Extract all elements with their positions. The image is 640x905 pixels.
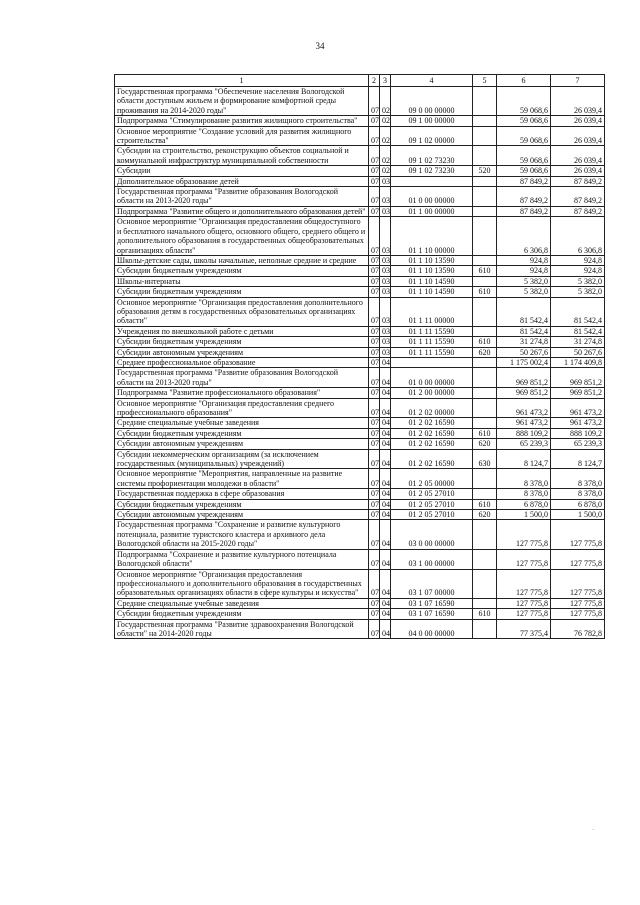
amount-year-1-cell: 50 267,6 bbox=[497, 347, 551, 357]
expense-type-code-cell bbox=[473, 569, 497, 598]
expense-type-code-cell bbox=[473, 598, 497, 608]
target-item-code-cell: 01 1 11 15590 bbox=[391, 337, 473, 347]
amount-year-1-cell: 8 124,7 bbox=[497, 449, 551, 469]
target-item-code-cell: 01 1 10 14590 bbox=[391, 276, 473, 286]
target-item-code-cell: 09 1 00 00000 bbox=[391, 116, 473, 126]
subsection-code-cell: 03 bbox=[380, 266, 391, 276]
row-name-cell: Подпрограмма "Стимулирование развития жилищного строительства" bbox=[115, 116, 369, 126]
target-item-code-cell: 01 1 00 00000 bbox=[391, 206, 473, 216]
amount-year-1-cell: 961 473,2 bbox=[497, 418, 551, 428]
table-row bbox=[115, 520, 605, 549]
expense-type-code-cell bbox=[473, 388, 497, 398]
subsection-code-cell: 03 bbox=[380, 297, 391, 326]
section-code-cell: 07 bbox=[369, 146, 380, 166]
subsection-code-cell: 04 bbox=[380, 388, 391, 398]
target-item-code-cell: 01 2 00 00000 bbox=[391, 388, 473, 398]
subsection-code-cell: 03 bbox=[380, 326, 391, 336]
amount-year-2-cell: 8 378,0 bbox=[551, 469, 605, 489]
expense-type-code-cell: 610 bbox=[473, 287, 497, 297]
expense-type-code-cell: 620 bbox=[473, 439, 497, 449]
section-code-cell: 07 bbox=[369, 126, 380, 146]
table-row bbox=[115, 398, 605, 418]
amount-year-2-cell: 26 039,4 bbox=[551, 126, 605, 146]
subsection-code-cell: 04 bbox=[380, 569, 391, 598]
row-name-cell: Основное мероприятие "Организация предоставления дополнительного образования детям в государственных образовательных организациях области" bbox=[115, 297, 369, 326]
section-code-cell: 07 bbox=[369, 187, 380, 207]
amount-year-2-cell: 31 274,8 bbox=[551, 337, 605, 347]
amount-year-1-cell: 5 382,0 bbox=[497, 276, 551, 286]
column-header: 6 bbox=[497, 75, 551, 87]
target-item-code-cell: 09 1 02 73230 bbox=[391, 146, 473, 166]
expense-type-code-cell bbox=[473, 489, 497, 499]
section-code-cell: 07 bbox=[369, 368, 380, 388]
target-item-code-cell: 03 0 00 00000 bbox=[391, 520, 473, 549]
expense-type-code-cell bbox=[473, 357, 497, 367]
section-code-cell: 07 bbox=[369, 326, 380, 336]
amount-year-1-cell: 59 068,6 bbox=[497, 116, 551, 126]
expense-type-code-cell: 610 bbox=[473, 337, 497, 347]
target-item-code-cell: 01 1 10 13590 bbox=[391, 266, 473, 276]
table-row bbox=[115, 166, 605, 176]
target-item-code-cell: 01 2 05 27010 bbox=[391, 510, 473, 520]
amount-year-1-cell: 81 542,4 bbox=[497, 297, 551, 326]
table-row bbox=[115, 619, 605, 639]
row-name-cell: Подпрограмма "Развитие профессионального образования" bbox=[115, 388, 369, 398]
table-row bbox=[115, 609, 605, 619]
amount-year-2-cell: 87 849,2 bbox=[551, 187, 605, 207]
subsection-code-cell: 03 bbox=[380, 206, 391, 216]
expense-type-code-cell: 610 bbox=[473, 266, 497, 276]
section-code-cell: 07 bbox=[369, 489, 380, 499]
amount-year-2-cell: 65 239,3 bbox=[551, 439, 605, 449]
subsection-code-cell: 04 bbox=[380, 499, 391, 509]
subsection-code-cell: 04 bbox=[380, 598, 391, 608]
column-header: 5 bbox=[473, 75, 497, 87]
subsection-code-cell: 02 bbox=[380, 126, 391, 146]
section-code-cell: 07 bbox=[369, 510, 380, 520]
target-item-code-cell: 01 1 10 14590 bbox=[391, 287, 473, 297]
row-name-cell: Подпрограмма "Развитие общего и дополнительного образования детей" bbox=[115, 206, 369, 216]
amount-year-1-cell: 87 849,2 bbox=[497, 176, 551, 186]
amount-year-2-cell: 26 039,4 bbox=[551, 87, 605, 116]
target-item-code-cell: 01 2 05 27010 bbox=[391, 499, 473, 509]
row-name-cell: Субсидии бюджетным учреждениям bbox=[115, 499, 369, 509]
expense-type-code-cell bbox=[473, 176, 497, 186]
target-item-code-cell: 01 2 02 16590 bbox=[391, 428, 473, 438]
amount-year-1-cell: 1 500,0 bbox=[497, 510, 551, 520]
section-code-cell: 07 bbox=[369, 287, 380, 297]
section-code-cell: 07 bbox=[369, 347, 380, 357]
row-name-cell: Средние специальные учебные заведения bbox=[115, 418, 369, 428]
section-code-cell: 07 bbox=[369, 266, 380, 276]
row-name-cell: Субсидии бюджетным учреждениям bbox=[115, 609, 369, 619]
row-name-cell: Школы-интернаты bbox=[115, 276, 369, 286]
amount-year-2-cell: 6 878,0 bbox=[551, 499, 605, 509]
row-name-cell: Подпрограмма "Сохранение и развитие культурного потенциала Вологодской области" bbox=[115, 549, 369, 569]
target-item-code-cell: 01 1 11 15590 bbox=[391, 326, 473, 336]
amount-year-2-cell: 50 267,6 bbox=[551, 347, 605, 357]
section-code-cell: 07 bbox=[369, 449, 380, 469]
expense-type-code-cell bbox=[473, 206, 497, 216]
row-name-cell: Основное мероприятие "Организация предоставления среднего профессионального образования" bbox=[115, 398, 369, 418]
subsection-code-cell: 03 bbox=[380, 217, 391, 256]
row-name-cell: Дополнительное образование детей bbox=[115, 176, 369, 186]
column-header: 4 bbox=[391, 75, 473, 87]
expense-type-code-cell bbox=[473, 276, 497, 286]
table-row bbox=[115, 549, 605, 569]
subsection-code-cell: 03 bbox=[380, 337, 391, 347]
row-name-cell: Субсидии бюджетным учреждениям bbox=[115, 287, 369, 297]
section-code-cell: 07 bbox=[369, 520, 380, 549]
row-name-cell: Субсидии бюджетным учреждениям bbox=[115, 337, 369, 347]
expense-type-code-cell bbox=[473, 126, 497, 146]
section-code-cell: 07 bbox=[369, 176, 380, 186]
subsection-code-cell: 04 bbox=[380, 489, 391, 499]
expense-type-code-cell bbox=[473, 217, 497, 256]
amount-year-2-cell: 5 382,0 bbox=[551, 276, 605, 286]
expense-type-code-cell bbox=[473, 368, 497, 388]
table-row bbox=[115, 499, 605, 509]
row-name-cell: Основное мероприятие "Организация предоставления профессионального и дополнительного образования в государственных образовательных организациях области в сфере культуры и искусства" bbox=[115, 569, 369, 598]
section-code-cell: 07 bbox=[369, 549, 380, 569]
section-code-cell: 07 bbox=[369, 609, 380, 619]
amount-year-1-cell: 59 068,6 bbox=[497, 166, 551, 176]
table-row bbox=[115, 126, 605, 146]
target-item-code-cell: 01 2 02 16590 bbox=[391, 418, 473, 428]
amount-year-1-cell: 59 068,6 bbox=[497, 146, 551, 166]
subsection-code-cell: 02 bbox=[380, 146, 391, 166]
column-header: 3 bbox=[380, 75, 391, 87]
target-item-code-cell: 01 1 10 00000 bbox=[391, 217, 473, 256]
row-name-cell: Среднее профессиональное образование bbox=[115, 357, 369, 367]
table-row bbox=[115, 569, 605, 598]
amount-year-2-cell: 26 039,4 bbox=[551, 166, 605, 176]
table-row bbox=[115, 357, 605, 367]
amount-year-2-cell: 969 851,2 bbox=[551, 368, 605, 388]
subsection-code-cell: 03 bbox=[380, 347, 391, 357]
amount-year-2-cell: 127 775,8 bbox=[551, 598, 605, 608]
table-row bbox=[115, 418, 605, 428]
row-name-cell: Субсидии некоммерческим организациям (за исключением государственных (муниципальных) учреждений) bbox=[115, 449, 369, 469]
amount-year-2-cell: 8 124,7 bbox=[551, 449, 605, 469]
amount-year-1-cell: 59 068,6 bbox=[497, 126, 551, 146]
row-name-cell: Государственная программа "Обеспечение населения Вологодской области доступным жильем и формирование комфортной среды проживания на 2014-2020 годы" bbox=[115, 87, 369, 116]
section-code-cell: 07 bbox=[369, 217, 380, 256]
amount-year-2-cell: 127 775,8 bbox=[551, 520, 605, 549]
table-row bbox=[115, 217, 605, 256]
section-code-cell: 07 bbox=[369, 619, 380, 639]
row-name-cell: Субсидии бюджетным учреждениям bbox=[115, 266, 369, 276]
amount-year-1-cell: 969 851,2 bbox=[497, 388, 551, 398]
amount-year-2-cell: 26 039,4 bbox=[551, 146, 605, 166]
amount-year-1-cell: 969 851,2 bbox=[497, 368, 551, 388]
column-header: 1 bbox=[115, 75, 369, 87]
section-code-cell: 07 bbox=[369, 116, 380, 126]
amount-year-2-cell: 5 382,0 bbox=[551, 287, 605, 297]
amount-year-2-cell: 6 306,8 bbox=[551, 217, 605, 256]
section-code-cell: 07 bbox=[369, 87, 380, 116]
amount-year-2-cell: 8 378,0 bbox=[551, 489, 605, 499]
amount-year-1-cell: 6 306,8 bbox=[497, 217, 551, 256]
expense-type-code-cell: 620 bbox=[473, 510, 497, 520]
section-code-cell: 07 bbox=[369, 337, 380, 347]
amount-year-1-cell: 924,8 bbox=[497, 266, 551, 276]
amount-year-2-cell: 961 473,2 bbox=[551, 418, 605, 428]
target-item-code-cell bbox=[391, 357, 473, 367]
section-code-cell: 07 bbox=[369, 398, 380, 418]
subsection-code-cell: 03 bbox=[380, 187, 391, 207]
section-code-cell: 07 bbox=[369, 439, 380, 449]
row-name-cell: Государственная программа "Развитие образования Вологодской области на 2013-2020 годы" bbox=[115, 368, 369, 388]
amount-year-1-cell: 127 775,8 bbox=[497, 569, 551, 598]
subsection-code-cell: 02 bbox=[380, 116, 391, 126]
column-header: 7 bbox=[551, 75, 605, 87]
target-item-code-cell: 01 1 11 15590 bbox=[391, 347, 473, 357]
subsection-code-cell: 04 bbox=[380, 428, 391, 438]
column-header: 2 bbox=[369, 75, 380, 87]
target-item-code-cell: 01 0 00 00000 bbox=[391, 187, 473, 207]
target-item-code-cell: 09 1 02 73230 bbox=[391, 166, 473, 176]
amount-year-2-cell: 127 775,8 bbox=[551, 549, 605, 569]
target-item-code-cell: 04 0 00 00000 bbox=[391, 619, 473, 639]
amount-year-1-cell: 127 775,8 bbox=[497, 549, 551, 569]
expense-type-code-cell: 620 bbox=[473, 347, 497, 357]
amount-year-1-cell: 127 775,8 bbox=[497, 609, 551, 619]
table-row bbox=[115, 439, 605, 449]
table-row bbox=[115, 510, 605, 520]
expense-type-code-cell: 520 bbox=[473, 166, 497, 176]
section-code-cell: 07 bbox=[369, 297, 380, 326]
row-name-cell: Государственная программа "Развитие образования Вологодской области на 2013-2020 годы" bbox=[115, 187, 369, 207]
table-row bbox=[115, 388, 605, 398]
expense-type-code-cell bbox=[473, 398, 497, 418]
table-row bbox=[115, 347, 605, 357]
section-code-cell: 07 bbox=[369, 418, 380, 428]
target-item-code-cell bbox=[391, 176, 473, 186]
subsection-code-cell: 04 bbox=[380, 398, 391, 418]
expense-type-code-cell bbox=[473, 549, 497, 569]
section-code-cell: 07 bbox=[369, 428, 380, 438]
expense-type-code-cell bbox=[473, 146, 497, 166]
subsection-code-cell: 03 bbox=[380, 276, 391, 286]
target-item-code-cell: 01 1 11 00000 bbox=[391, 297, 473, 326]
row-name-cell: Государственная программа "Развитие здравоохранения Вологодской области" на 2014-2020 годы bbox=[115, 619, 369, 639]
table-row bbox=[115, 337, 605, 347]
subsection-code-cell: 04 bbox=[380, 549, 391, 569]
expense-type-code-cell bbox=[473, 418, 497, 428]
table-row bbox=[115, 368, 605, 388]
amount-year-2-cell: 1 500,0 bbox=[551, 510, 605, 520]
subsection-code-cell: 04 bbox=[380, 619, 391, 639]
expense-type-code-cell bbox=[473, 469, 497, 489]
amount-year-2-cell: 1 174 409,8 bbox=[551, 357, 605, 367]
section-code-cell: 07 bbox=[369, 255, 380, 265]
amount-year-1-cell: 924,8 bbox=[497, 255, 551, 265]
table-row bbox=[115, 87, 605, 116]
expense-type-code-cell: 610 bbox=[473, 499, 497, 509]
amount-year-2-cell: 924,8 bbox=[551, 266, 605, 276]
amount-year-1-cell: 961 473,2 bbox=[497, 398, 551, 418]
target-item-code-cell: 09 1 02 00000 bbox=[391, 126, 473, 146]
table-row bbox=[115, 176, 605, 186]
expense-type-code-cell bbox=[473, 619, 497, 639]
row-name-cell: Школы-детские сады, школы начальные, неполные средние и средние bbox=[115, 255, 369, 265]
row-name-cell: Субсидии bbox=[115, 166, 369, 176]
target-item-code-cell: 01 0 00 00000 bbox=[391, 368, 473, 388]
amount-year-1-cell: 8 378,0 bbox=[497, 489, 551, 499]
target-item-code-cell: 09 0 00 00000 bbox=[391, 87, 473, 116]
table-row bbox=[115, 146, 605, 166]
amount-year-2-cell: 26 039,4 bbox=[551, 116, 605, 126]
subsection-code-cell: 02 bbox=[380, 166, 391, 176]
target-item-code-cell: 01 2 05 00000 bbox=[391, 469, 473, 489]
table-row bbox=[115, 326, 605, 336]
expense-type-code-cell bbox=[473, 187, 497, 207]
row-name-cell: Учреждения по внешкольной работе с детьми bbox=[115, 326, 369, 336]
amount-year-2-cell: 961 473,2 bbox=[551, 398, 605, 418]
row-name-cell: Государственная поддержка в сфере образования bbox=[115, 489, 369, 499]
subsection-code-cell: 03 bbox=[380, 176, 391, 186]
row-name-cell: Основное мероприятие "Организация предоставления общедоступного и бесплатного начального общего, основного общего, среднего общего и дополнительного образования в государственных общеобразовательных организациях области" bbox=[115, 217, 369, 256]
expense-type-code-cell bbox=[473, 116, 497, 126]
expense-type-code-cell: 630 bbox=[473, 449, 497, 469]
subsection-code-cell: 04 bbox=[380, 469, 391, 489]
section-code-cell: 07 bbox=[369, 598, 380, 608]
section-code-cell: 07 bbox=[369, 357, 380, 367]
table-header-row bbox=[115, 75, 605, 87]
amount-year-2-cell: 924,8 bbox=[551, 255, 605, 265]
expense-type-code-cell bbox=[473, 255, 497, 265]
amount-year-2-cell: 87 849,2 bbox=[551, 176, 605, 186]
table-row bbox=[115, 116, 605, 126]
target-item-code-cell: 01 1 10 13590 bbox=[391, 255, 473, 265]
row-name-cell: Государственная программа "Сохранение и развитие культурного потенциала, развитие туристского кластера и архивного дела Вологодской области на 2015-2020 годы" bbox=[115, 520, 369, 549]
amount-year-1-cell: 87 849,2 bbox=[497, 187, 551, 207]
row-name-cell: Субсидии бюджетным учреждениям bbox=[115, 428, 369, 438]
amount-year-1-cell: 6 878,0 bbox=[497, 499, 551, 509]
page-number: 34 bbox=[315, 41, 325, 51]
expense-type-code-cell bbox=[473, 326, 497, 336]
expense-type-code-cell: 610 bbox=[473, 609, 497, 619]
subsection-code-cell: 03 bbox=[380, 255, 391, 265]
amount-year-1-cell: 127 775,8 bbox=[497, 598, 551, 608]
section-code-cell: 07 bbox=[369, 166, 380, 176]
amount-year-2-cell: 76 782,8 bbox=[551, 619, 605, 639]
amount-year-1-cell: 65 239,3 bbox=[497, 439, 551, 449]
amount-year-1-cell: 87 849,2 bbox=[497, 206, 551, 216]
section-code-cell: 07 bbox=[369, 388, 380, 398]
amount-year-2-cell: 81 542,4 bbox=[551, 326, 605, 336]
target-item-code-cell: 03 1 07 00000 bbox=[391, 569, 473, 598]
amount-year-1-cell: 59 068,6 bbox=[497, 87, 551, 116]
row-name-cell: Основное мероприятие "Создание условий для развития жилищного строительства" bbox=[115, 126, 369, 146]
expense-type-code-cell bbox=[473, 297, 497, 326]
subsection-code-cell: 04 bbox=[380, 368, 391, 388]
amount-year-2-cell: 81 542,4 bbox=[551, 297, 605, 326]
table-row bbox=[115, 255, 605, 265]
subsection-code-cell: 04 bbox=[380, 520, 391, 549]
amount-year-1-cell: 8 378,0 bbox=[497, 469, 551, 489]
amount-year-1-cell: 1 175 002,4 bbox=[497, 357, 551, 367]
section-code-cell: 07 bbox=[369, 499, 380, 509]
section-code-cell: 07 bbox=[369, 469, 380, 489]
target-item-code-cell: 01 2 02 16590 bbox=[391, 449, 473, 469]
row-name-cell: Субсидии на строительство, реконструкцию объектов социальной и коммунальной инфраструктур муниципальной собственности bbox=[115, 146, 369, 166]
table-row bbox=[115, 489, 605, 499]
target-item-code-cell: 01 2 05 27010 bbox=[391, 489, 473, 499]
table-row bbox=[115, 598, 605, 608]
subsection-code-cell: 04 bbox=[380, 609, 391, 619]
target-item-code-cell: 01 2 02 16590 bbox=[391, 439, 473, 449]
row-name-cell: Субсидии автономным учреждениям bbox=[115, 439, 369, 449]
target-item-code-cell: 03 1 07 16590 bbox=[391, 598, 473, 608]
subsection-code-cell: 04 bbox=[380, 418, 391, 428]
table-row bbox=[115, 449, 605, 469]
amount-year-2-cell: 127 775,8 bbox=[551, 609, 605, 619]
subsection-code-cell: 02 bbox=[380, 87, 391, 116]
table-row bbox=[115, 469, 605, 489]
amount-year-2-cell: 87 849,2 bbox=[551, 206, 605, 216]
amount-year-1-cell: 127 775,8 bbox=[497, 520, 551, 549]
amount-year-1-cell: 888 109,2 bbox=[497, 428, 551, 438]
expense-type-code-cell: 610 bbox=[473, 428, 497, 438]
amount-year-1-cell: 77 375,4 bbox=[497, 619, 551, 639]
expense-type-code-cell bbox=[473, 87, 497, 116]
row-name-cell: Субсидии автономным учреждениям bbox=[115, 510, 369, 520]
subsection-code-cell: 03 bbox=[380, 287, 391, 297]
target-item-code-cell: 01 2 02 00000 bbox=[391, 398, 473, 418]
amount-year-1-cell: 5 382,0 bbox=[497, 287, 551, 297]
table-row bbox=[115, 276, 605, 286]
expense-type-code-cell bbox=[473, 520, 497, 549]
row-name-cell: Средние специальные учебные заведения bbox=[115, 598, 369, 608]
margin-mark: · bbox=[592, 826, 595, 834]
section-code-cell: 07 bbox=[369, 206, 380, 216]
amount-year-2-cell: 888 109,2 bbox=[551, 428, 605, 438]
amount-year-2-cell: 969 851,2 bbox=[551, 388, 605, 398]
subsection-code-cell: 04 bbox=[380, 449, 391, 469]
table-row bbox=[115, 297, 605, 326]
amount-year-1-cell: 81 542,4 bbox=[497, 326, 551, 336]
section-code-cell: 07 bbox=[369, 569, 380, 598]
table-row bbox=[115, 206, 605, 216]
subsection-code-cell: 04 bbox=[380, 510, 391, 520]
table-row bbox=[115, 266, 605, 276]
table-row bbox=[115, 187, 605, 207]
amount-year-2-cell: 127 775,8 bbox=[551, 569, 605, 598]
amount-year-1-cell: 31 274,8 bbox=[497, 337, 551, 347]
budget-table bbox=[114, 74, 605, 639]
target-item-code-cell: 03 1 07 16590 bbox=[391, 609, 473, 619]
target-item-code-cell: 03 1 00 00000 bbox=[391, 549, 473, 569]
table-row bbox=[115, 428, 605, 438]
subsection-code-cell: 04 bbox=[380, 439, 391, 449]
subsection-code-cell: 04 bbox=[380, 357, 391, 367]
section-code-cell: 07 bbox=[369, 276, 380, 286]
row-name-cell: Основное мероприятие "Мероприятия, направленные на развитие системы профориентации молодежи в области" bbox=[115, 469, 369, 489]
table-row bbox=[115, 287, 605, 297]
row-name-cell: Субсидии автономным учреждениям bbox=[115, 347, 369, 357]
